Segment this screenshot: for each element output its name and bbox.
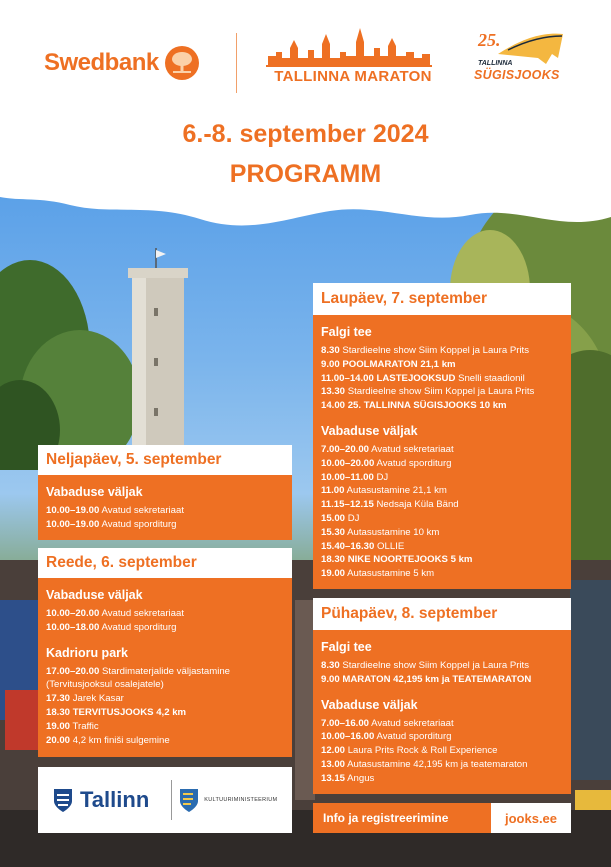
schedule-item: 19.00 Traffic — [46, 720, 99, 732]
logo-divider — [236, 33, 237, 93]
info-bar — [313, 803, 571, 833]
schedule-item: 10.00–16.00 Avatud sporditurg — [321, 731, 452, 743]
schedule-item: 11.00–14.00 LASTEJOOKSUD Snelli staadionil — [321, 372, 525, 384]
day-title: Neljapäev, 5. september — [38, 445, 292, 475]
day-panel-saturday — [313, 283, 571, 589]
day-panel-thursday — [38, 445, 292, 540]
schedule-item: 13.30 Stardieelne show Siim Koppel ja Laura Prits — [321, 386, 535, 398]
schedule-item: 13.00 Autasustamine 42,195 km ja teatemaraton — [321, 758, 528, 770]
sugis-wordmark: SÜGISJOOKS — [474, 68, 560, 82]
day-panel-sunday — [313, 598, 571, 794]
sponsor-logos — [38, 767, 292, 833]
schedule-item: 10.00–20.00 Avatud sekretariaat — [46, 608, 184, 619]
oak-tree-icon — [165, 46, 199, 80]
event-dates: 6.-8. september 2024 — [182, 120, 429, 148]
venue-title: Vabaduse väljak — [46, 588, 143, 602]
schedule-item: 10.00–19.00 Avatud sekretariaat — [46, 505, 184, 516]
website-link[interactable]: jooks.ee — [491, 803, 571, 833]
ministry-label: KULTUURIMINISTEERIUM — [204, 797, 278, 803]
day-title: Pühapäev, 8. september — [313, 598, 571, 630]
tallinn-emblem-icon — [52, 787, 74, 813]
schedule-item: 8.30 Stardieelne show Siim Koppel ja Laura Prits — [321, 660, 530, 671]
schedule-item: 12.00 Laura Prits Rock & Roll Experience — [321, 745, 498, 757]
schedule-item: 20.00 4,2 km finiši sulgemine — [46, 734, 170, 746]
schedule-item: 17.00–20.00 Stardimaterjalide väljastamine — [46, 665, 231, 677]
swedbank-logo — [44, 46, 199, 80]
schedule-item: 10.00–19.00 Avatud sporditurg — [46, 518, 177, 530]
day-body — [38, 578, 292, 757]
schedule-item: 19.00 Autasustamine 5 km — [321, 568, 435, 580]
day-panel-friday — [38, 548, 292, 757]
schedule-item: 13.15 Angus — [321, 772, 375, 784]
schedule-item: 17.30 Jarek Kasar — [46, 693, 124, 705]
schedule-item: 8.30 Stardieelne show Siim Koppel ja Laura Prits — [321, 345, 530, 356]
tallinna-maraton-logo — [262, 26, 437, 88]
day-title: Reede, 6. september — [38, 548, 292, 578]
schedule-item: 14.00 25. TALLINNA SÜGISJOOKS 10 km — [321, 400, 507, 412]
page-title: PROGRAMM — [229, 160, 382, 188]
logo-separator — [171, 780, 172, 820]
sugisjooks-logo — [468, 24, 576, 86]
tallinn-wordmark: Tallinn — [80, 787, 150, 812]
city-skyline-icon — [262, 26, 437, 68]
sugis-city-label: TALLINNA — [478, 60, 513, 67]
schedule-item: 9.00 POOLMARATON 21,1 km — [321, 358, 456, 370]
estonian-coat-of-arms-icon — [178, 787, 200, 813]
day-title: Laupäev, 7. september — [313, 283, 571, 315]
venue-title: Falgi tee — [321, 640, 372, 654]
tower-graphic — [126, 248, 190, 458]
schedule-item: 7.00–20.00 Avatud sekretariaat — [321, 443, 454, 455]
schedule-item: 15.40–16.30 OLLIE — [321, 540, 405, 552]
schedule-item: 10.00–11.00 DJ — [321, 471, 389, 483]
schedule-item: 10.00–18.00 Avatud sporditurg — [46, 621, 177, 633]
venue-title: Vabaduse väljak — [46, 485, 143, 499]
venue-title: Kadrioru park — [46, 645, 128, 660]
schedule-item: 15.00 DJ — [321, 512, 360, 524]
schedule-item: 11.15–12.15 Nedsaja Küla Bänd — [321, 499, 459, 511]
day-body — [313, 630, 571, 794]
day-body — [38, 475, 292, 540]
swedbank-wordmark: Swedbank — [44, 49, 159, 76]
maraton-wordmark: TALLINNA MARATON — [274, 68, 432, 85]
schedule-item: (Tervitusjooksul osalejatele) — [46, 679, 164, 691]
schedule-item: 10.00–20.00 Avatud sporditurg — [321, 457, 452, 469]
anniversary-number: 25. — [478, 30, 501, 50]
schedule-item: 18.30 TERVITUSJOOKS 4,2 km — [46, 706, 187, 718]
schedule-item: 18.30 NIKE NOORTEJOOKS 5 km — [321, 554, 473, 566]
schedule-item: 7.00–16.00 Avatud sekretariaat — [321, 717, 454, 729]
venue-title: Falgi tee — [321, 325, 372, 339]
schedule-item: 9.00 MARATON 42,195 km ja TEATEMARATON — [321, 673, 532, 685]
info-label: Info ja registreerimine — [313, 803, 491, 833]
schedule-item: 11.00 Autasustamine 21,1 km — [321, 485, 447, 497]
day-body — [313, 315, 571, 589]
venue-title: Vabaduse väljak — [321, 423, 418, 438]
schedule-item: 15.30 Autasustamine 10 km — [321, 526, 440, 538]
venue-title: Vabaduse väljak — [321, 697, 418, 712]
